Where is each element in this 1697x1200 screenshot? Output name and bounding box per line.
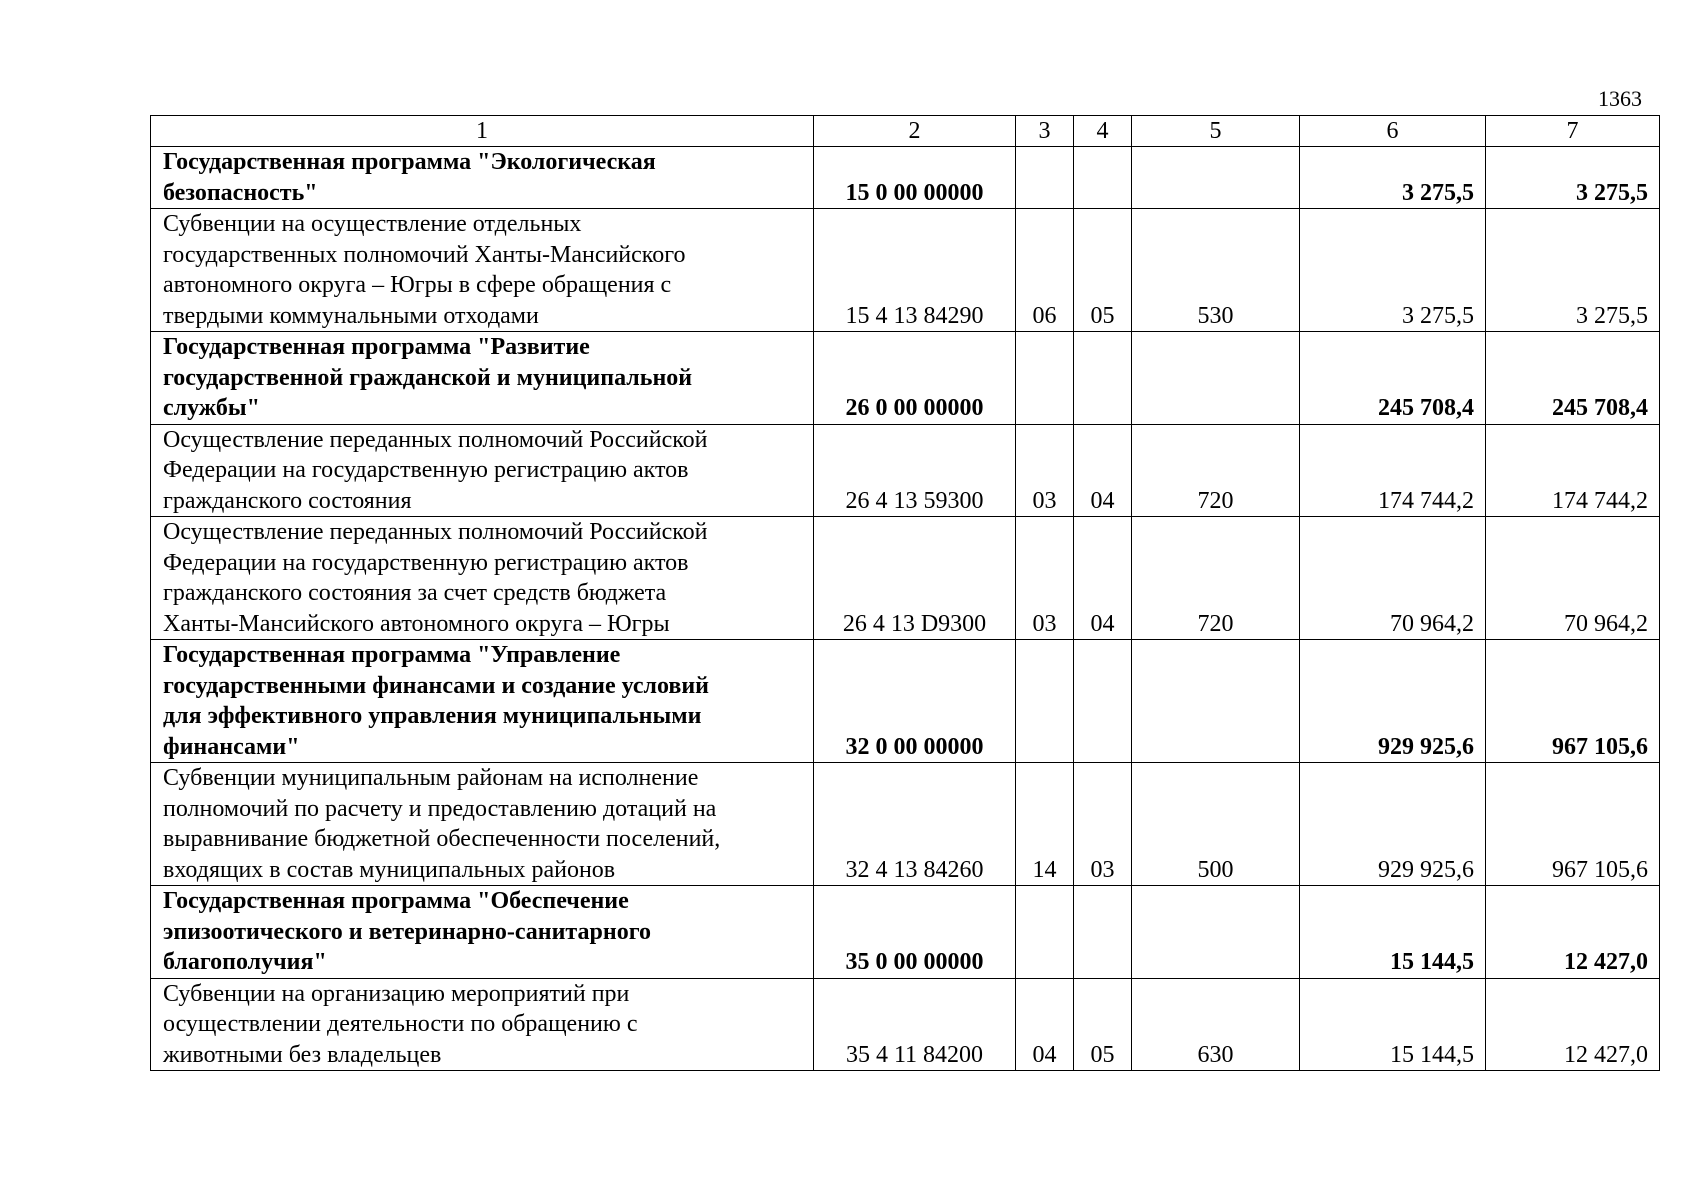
amount-col7-cell: 174 744,2 — [1486, 424, 1660, 517]
table-row — [151, 424, 1660, 517]
expense-type-cell: 720 — [1132, 517, 1300, 640]
table-row — [151, 209, 1660, 332]
program-row — [151, 147, 1660, 209]
budget-code-cell: 26 0 00 00000 — [814, 332, 1016, 425]
header-row — [151, 116, 1660, 147]
row-name-line: животными без владельцев — [163, 1041, 442, 1068]
subsection-cell — [1074, 886, 1132, 979]
expense-type-cell: 530 — [1132, 209, 1300, 332]
row-name-cell — [151, 640, 814, 763]
row-name-line: Федерации на государственную регистрацию актов — [163, 457, 689, 483]
section-cell — [1016, 332, 1074, 425]
row-name-line: входящих в состав муниципальных районов — [163, 856, 616, 883]
row-name-line: Осуществление переданных полномочий Российской — [163, 426, 708, 453]
row-name-cell — [151, 978, 814, 1071]
column-header: 2 — [814, 116, 1016, 147]
row-name-cell — [151, 517, 814, 640]
amount-col6-cell: 929 925,6 — [1300, 763, 1486, 886]
row-name-line: финансами" — [163, 733, 300, 760]
expense-type-cell: 630 — [1132, 978, 1300, 1071]
expense-type-cell — [1132, 332, 1300, 425]
row-name-line: выравнивание бюджетной обеспеченности поселений, — [163, 826, 721, 852]
subsection-cell: 04 — [1074, 424, 1132, 517]
row-name-cell — [151, 209, 814, 332]
expense-type-cell — [1132, 147, 1300, 209]
budget-code-cell: 32 0 00 00000 — [814, 640, 1016, 763]
subsection-cell — [1074, 147, 1132, 209]
amount-col6-cell: 15 144,5 — [1300, 886, 1486, 979]
amount-col7-cell: 12 427,0 — [1486, 886, 1660, 979]
row-name-line: Федерации на государственную регистрацию актов — [163, 549, 689, 576]
expense-type-cell — [1132, 886, 1300, 979]
subsection-cell: 04 — [1074, 517, 1132, 640]
row-name-line: благополучия" — [163, 949, 327, 975]
amount-col6-cell: 245 708,4 — [1300, 332, 1486, 425]
subsection-cell — [1074, 332, 1132, 425]
row-name-line: Государственная программа "Управление — [163, 642, 621, 668]
row-name-line: эпизоотического и ветеринарно-санитарного — [163, 918, 651, 945]
amount-col7-cell: 3 275,5 — [1486, 209, 1660, 332]
row-name-line: Осуществление переданных полномочий Российской — [163, 519, 708, 545]
amount-col6-cell: 3 275,5 — [1300, 209, 1486, 332]
amount-col6-cell: 3 275,5 — [1300, 147, 1486, 209]
subsection-cell: 05 — [1074, 209, 1132, 332]
table-row — [151, 517, 1660, 640]
amount-col7-cell: 3 275,5 — [1486, 147, 1660, 209]
expense-type-cell: 500 — [1132, 763, 1300, 886]
row-name-line: для эффективного управления муниципальными — [163, 703, 702, 729]
row-name-line: твердыми коммунальными отходами — [163, 302, 539, 329]
row-name-line: службы" — [163, 395, 260, 421]
column-header: 7 — [1486, 116, 1660, 147]
page-number: 1363 — [1598, 86, 1642, 111]
amount-col7-cell: 12 427,0 — [1486, 978, 1660, 1071]
table-row — [151, 978, 1660, 1071]
row-name-line: Государственная программа "Развитие — [163, 334, 590, 360]
subsection-cell: 05 — [1074, 978, 1132, 1071]
amount-col7-cell: 967 105,6 — [1486, 763, 1660, 886]
section-cell: 06 — [1016, 209, 1074, 332]
budget-table — [150, 115, 1660, 1071]
row-name-line: Ханты-Мансийского автономного округа – Югры — [163, 610, 670, 637]
budget-code-cell: 35 0 00 00000 — [814, 886, 1016, 979]
row-name-line: автономного округа – Югры в сфере обращения с — [163, 272, 672, 298]
row-name-line: гражданского состояния за счет средств бюджета — [163, 580, 667, 606]
row-name-line: осуществлении деятельности по обращению с — [163, 1011, 638, 1037]
section-cell: 03 — [1016, 424, 1074, 517]
amount-col7-cell: 967 105,6 — [1486, 640, 1660, 763]
expense-type-cell — [1132, 640, 1300, 763]
row-name-line: Субвенции на организацию мероприятий при — [163, 980, 630, 1007]
column-header: 6 — [1300, 116, 1486, 147]
row-name-line: государственных полномочий Ханты-Мансийского — [163, 241, 686, 268]
row-name-line: государственными финансами и создание условий — [163, 672, 709, 699]
budget-code-cell: 26 4 13 59300 — [814, 424, 1016, 517]
table-row — [151, 763, 1660, 886]
row-name-line: гражданского состояния — [163, 487, 412, 514]
row-name-line: Государственная программа "Обеспечение — [163, 888, 629, 914]
section-cell: 14 — [1016, 763, 1074, 886]
column-header: 1 — [151, 116, 814, 147]
row-name-cell — [151, 424, 814, 517]
row-name-cell — [151, 147, 814, 209]
program-row — [151, 640, 1660, 763]
amount-col6-cell: 15 144,5 — [1300, 978, 1486, 1071]
table-body — [151, 116, 1660, 1071]
section-cell — [1016, 886, 1074, 979]
program-row — [151, 886, 1660, 979]
amount-col6-cell: 174 744,2 — [1300, 424, 1486, 517]
row-name-line: Субвенции муниципальным районам на исполнение — [163, 765, 699, 791]
section-cell — [1016, 147, 1074, 209]
budget-code-cell: 26 4 13 D9300 — [814, 517, 1016, 640]
row-name-line: полномочий по расчету и предоставлению дотаций на — [163, 795, 717, 822]
budget-code-cell: 32 4 13 84260 — [814, 763, 1016, 886]
expense-type-cell: 720 — [1132, 424, 1300, 517]
row-name-cell — [151, 763, 814, 886]
budget-code-cell: 15 0 00 00000 — [814, 147, 1016, 209]
column-header: 4 — [1074, 116, 1132, 147]
column-header: 3 — [1016, 116, 1074, 147]
row-name-line: Субвенции на осуществление отдельных — [163, 211, 582, 237]
column-header: 5 — [1132, 116, 1300, 147]
row-name-line: безопасность" — [163, 179, 318, 206]
row-name-cell — [151, 332, 814, 425]
row-name-cell — [151, 886, 814, 979]
row-name-line: государственной гражданской и муниципальной — [163, 364, 693, 391]
budget-code-cell: 35 4 11 84200 — [814, 978, 1016, 1071]
section-cell: 04 — [1016, 978, 1074, 1071]
section-cell: 03 — [1016, 517, 1074, 640]
section-cell — [1016, 640, 1074, 763]
subsection-cell — [1074, 640, 1132, 763]
amount-col7-cell: 70 964,2 — [1486, 517, 1660, 640]
subsection-cell: 03 — [1074, 763, 1132, 886]
amount-col6-cell: 929 925,6 — [1300, 640, 1486, 763]
amount-col6-cell: 70 964,2 — [1300, 517, 1486, 640]
program-row — [151, 332, 1660, 425]
row-name-line: Государственная программа "Экологическая — [163, 149, 656, 175]
budget-code-cell: 15 4 13 84290 — [814, 209, 1016, 332]
amount-col7-cell: 245 708,4 — [1486, 332, 1660, 425]
